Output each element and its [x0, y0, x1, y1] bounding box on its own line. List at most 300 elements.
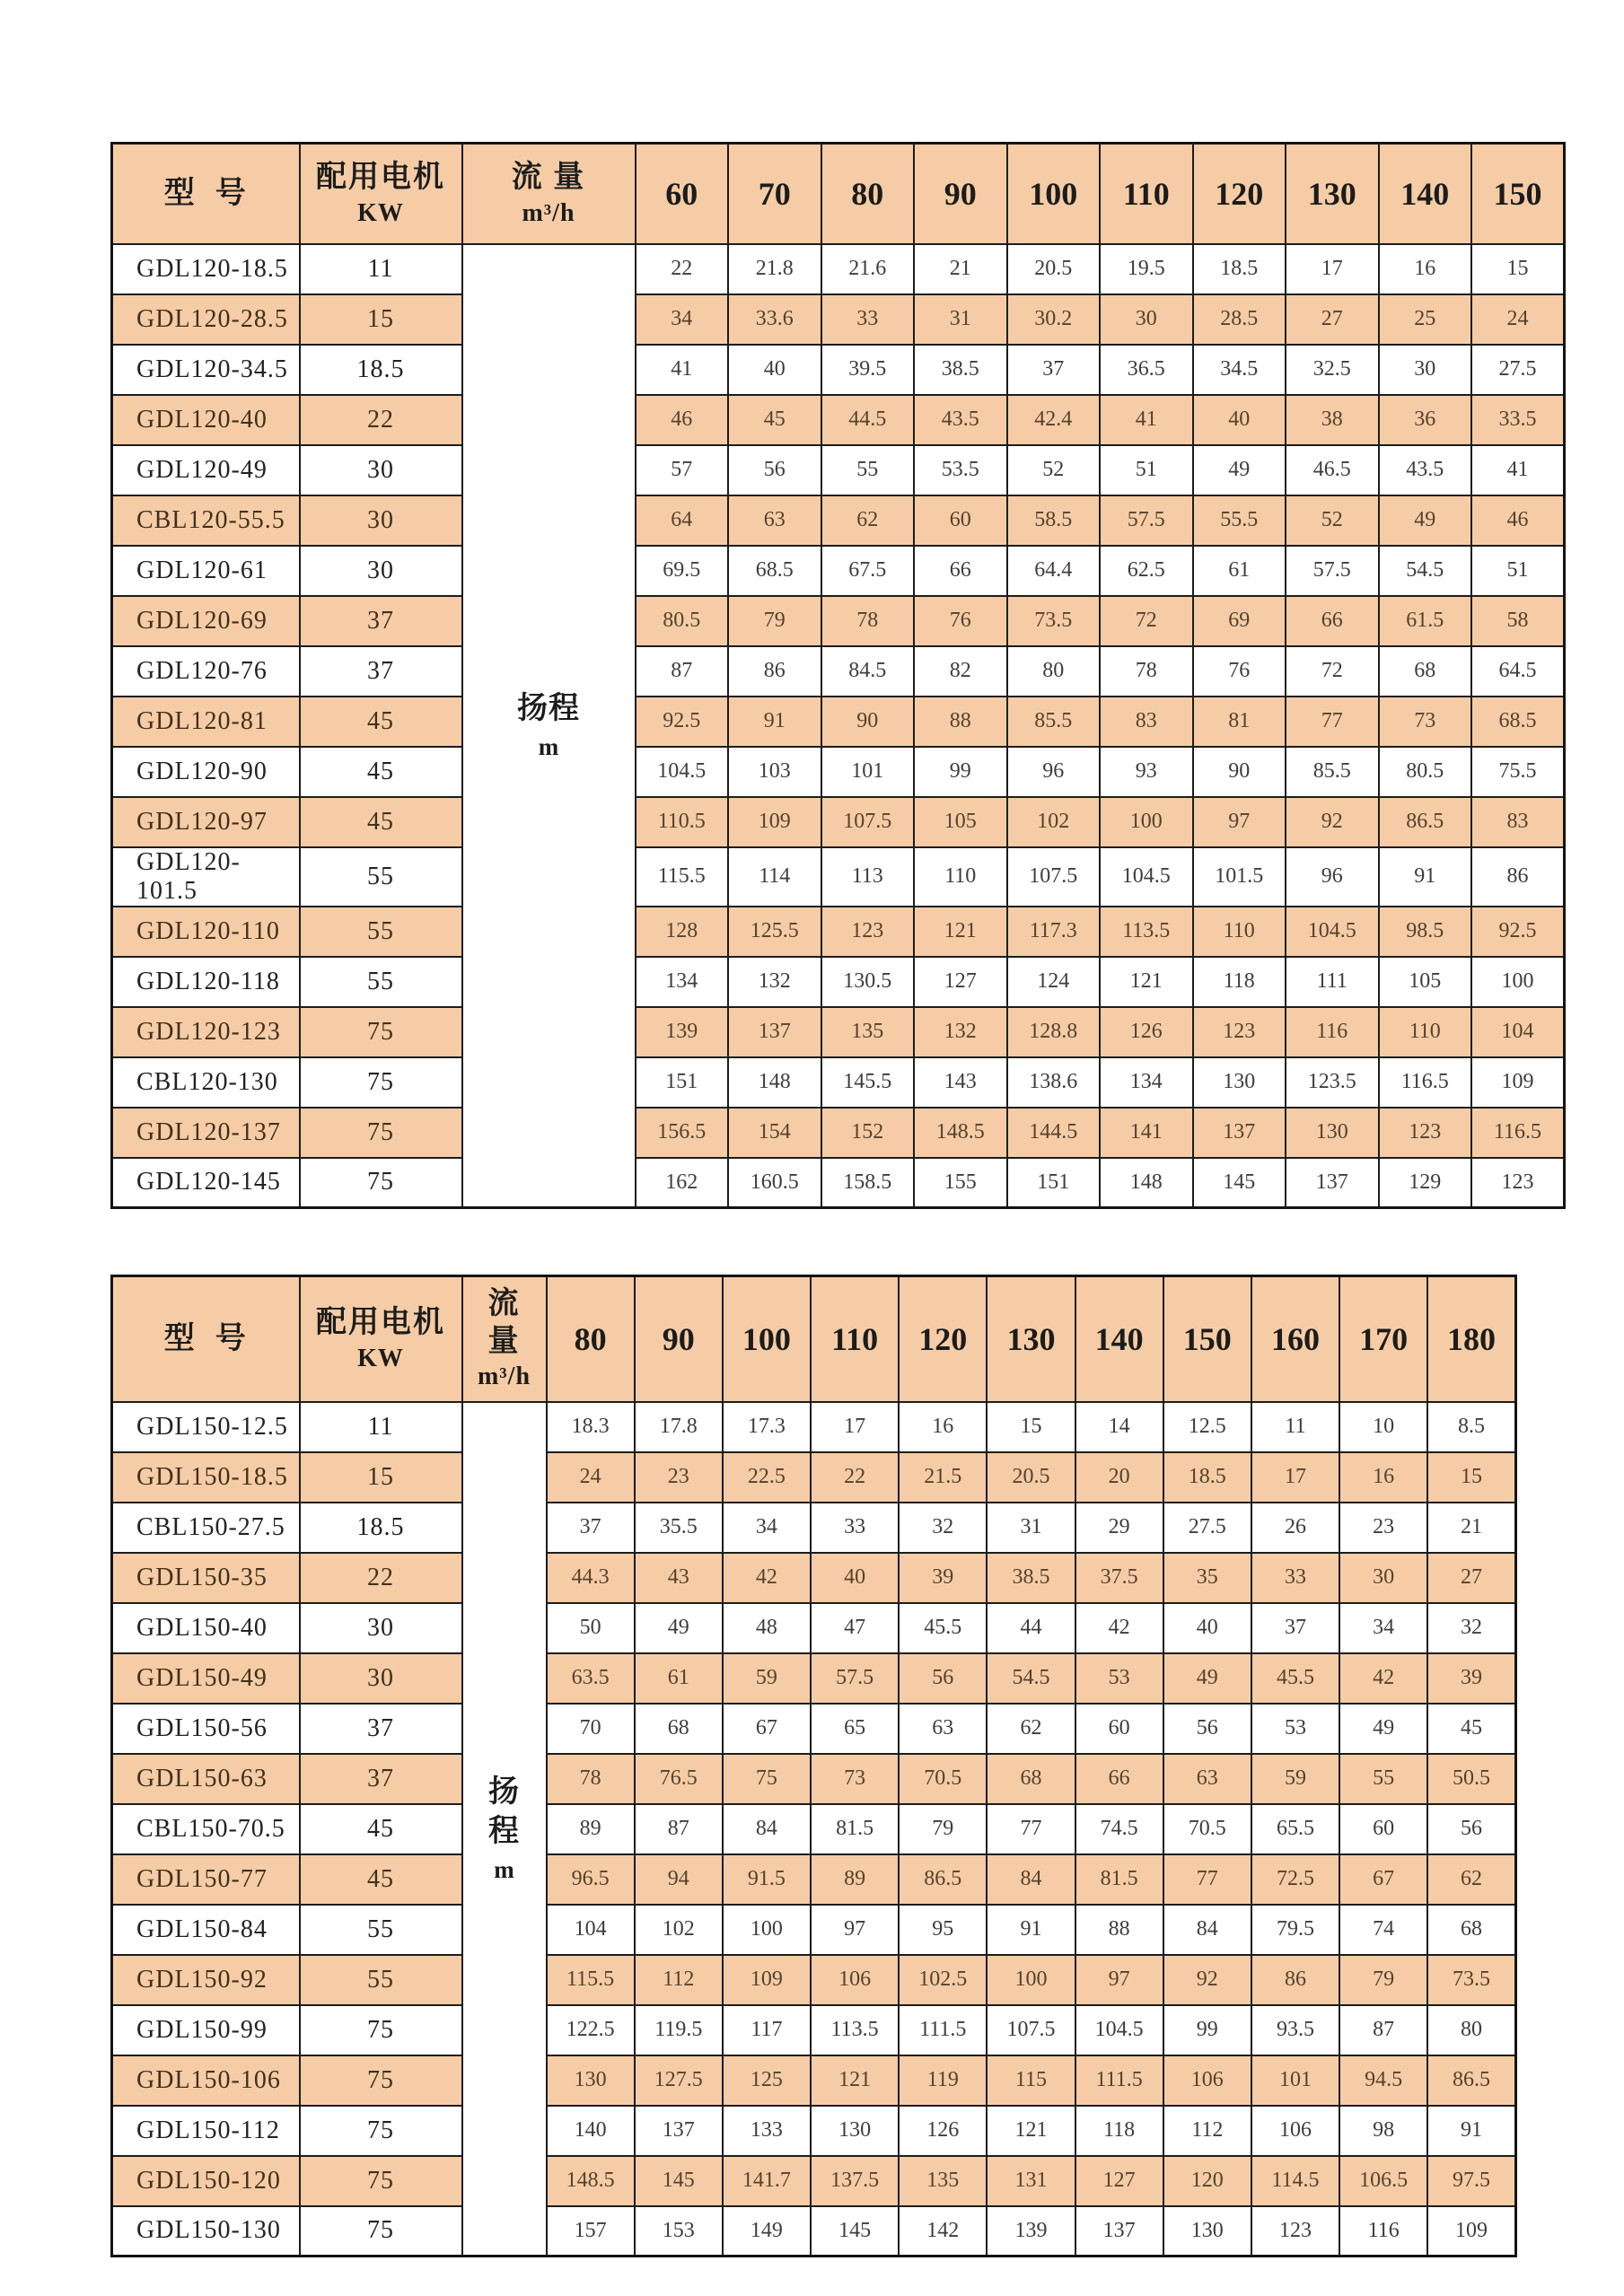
head-value-cell: 65.5: [1251, 1804, 1339, 1854]
head-value-cell: 61: [635, 1653, 723, 1704]
head-value-cell: 32: [1427, 1603, 1515, 1653]
head-value-cell: 97.5: [1427, 2156, 1515, 2206]
head-value-cell: 84.5: [821, 646, 915, 697]
head-value-cell: 121: [987, 2106, 1075, 2156]
head-value-cell: 73.5: [1427, 1955, 1515, 2005]
head-value-cell: 17.3: [723, 1402, 811, 1452]
motor-kw-cell: 45: [300, 1854, 462, 1905]
head-value-cell: 41: [1100, 395, 1193, 445]
head-value-cell: 56: [728, 445, 821, 495]
head-value-cell: 101.5: [1193, 847, 1286, 907]
head-value-cell: 54.5: [1379, 546, 1472, 596]
head-value-cell: 76.5: [635, 1754, 723, 1804]
head-value-cell: 130: [1163, 2206, 1251, 2257]
pump-table-gdl150: [110, 1275, 1517, 2257]
head-value-cell: 137: [1286, 1158, 1379, 1208]
head-value-cell: 145: [635, 2156, 723, 2206]
head-value-cell: 62.5: [1100, 546, 1193, 596]
head-value-cell: 102: [1007, 797, 1101, 847]
head-unit-line: 扬: [488, 1775, 520, 1809]
table-row: [112, 646, 1565, 697]
head-value-cell: 154: [728, 1108, 821, 1158]
head-value-cell: 21: [1427, 1503, 1515, 1553]
motor-kw-cell: 22: [300, 395, 462, 445]
head-value-cell: 31: [987, 1503, 1075, 1553]
head-value-cell: 79: [899, 1804, 987, 1854]
head-value-cell: 91: [728, 697, 821, 747]
head-value-cell: 130: [1193, 1057, 1286, 1108]
head-value-cell: 145: [1193, 1158, 1286, 1208]
motor-kw-cell: 75: [300, 1007, 462, 1057]
motor-kw-cell: 55: [300, 957, 462, 1007]
head-value-cell: 44: [987, 1603, 1075, 1653]
head-value-cell: 33: [1251, 1553, 1339, 1603]
motor-kw-cell: 45: [300, 1804, 462, 1854]
flow-col-header: 100: [1007, 144, 1101, 244]
head-value-cell: 53: [1251, 1704, 1339, 1754]
head-value-cell: 49: [1163, 1653, 1251, 1704]
head-value-cell: 57.5: [1100, 495, 1193, 546]
head-value-cell: 79.5: [1251, 1905, 1339, 1955]
head-value-cell: 45: [1427, 1704, 1515, 1754]
head-value-cell: 148: [1100, 1158, 1193, 1208]
head-value-cell: 55: [821, 445, 915, 495]
head-value-cell: 135: [821, 1007, 915, 1057]
head-value-cell: 101: [1251, 2055, 1339, 2106]
table-row: [112, 1804, 1516, 1854]
head-value-cell: 113.5: [811, 2005, 899, 2055]
head-value-cell: 67: [723, 1704, 811, 1754]
head-value-cell: 40: [1163, 1603, 1251, 1653]
model-cell: GDL120-123: [112, 1007, 300, 1057]
head-value-cell: 35: [1163, 1553, 1251, 1603]
head-value-cell: 106: [1163, 2055, 1251, 2106]
head-value-cell: 72: [1286, 646, 1379, 697]
head-value-cell: 158.5: [821, 1158, 915, 1208]
head-value-cell: 88: [1075, 1905, 1163, 1955]
head-value-cell: 56: [899, 1653, 987, 1704]
head-value-cell: 121: [914, 907, 1007, 957]
flow-col-header: 130: [1286, 144, 1379, 244]
head-value-cell: 68: [1427, 1905, 1515, 1955]
head-value-cell: 93: [1100, 747, 1193, 797]
head-value-cell: 142: [899, 2206, 987, 2257]
head-value-cell: 34.5: [1193, 345, 1286, 395]
head-value-cell: 123: [1379, 1108, 1472, 1158]
flow-header-line: m³/h: [522, 198, 575, 227]
head-value-cell: 94: [635, 1854, 723, 1905]
head-value-cell: 107.5: [821, 797, 915, 847]
head-value-cell: 84: [723, 1804, 811, 1854]
head-value-cell: 38.5: [914, 345, 1007, 395]
table-row: [112, 907, 1565, 957]
flow-col-header: 160: [1251, 1276, 1339, 1402]
model-cell: GDL120-34.5: [112, 345, 300, 395]
head-value-cell: 101: [821, 747, 915, 797]
head-value-cell: 43.5: [914, 395, 1007, 445]
model-cell: CBL150-70.5: [112, 1804, 300, 1854]
head-value-cell: 30: [1379, 345, 1472, 395]
head-value-cell: 130: [811, 2106, 899, 2156]
head-value-cell: 92: [1286, 797, 1379, 847]
head-value-cell: 28.5: [1193, 294, 1286, 345]
head-value-cell: 50.5: [1427, 1754, 1515, 1804]
flow-col-header: 70: [728, 144, 821, 244]
head-value-cell: 115.5: [547, 1955, 635, 2005]
head-value-cell: 115.5: [636, 847, 729, 907]
head-value-cell: 98.5: [1379, 907, 1472, 957]
motor-kw-cell: 45: [300, 747, 462, 797]
motor-kw-cell: 37: [300, 596, 462, 646]
head-value-cell: 63.5: [547, 1653, 635, 1704]
head-value-cell: 117.3: [1007, 907, 1101, 957]
head-value-cell: 141.7: [723, 2156, 811, 2206]
head-value-cell: 99: [1163, 2005, 1251, 2055]
model-cell: GDL150-99: [112, 2005, 300, 2055]
flow-header-line: 流: [487, 1287, 521, 1321]
head-value-cell: 52: [1286, 495, 1379, 546]
head-value-cell: 15: [987, 1402, 1075, 1452]
head-value-cell: 65: [811, 1704, 899, 1754]
head-value-cell: 104.5: [1075, 2005, 1163, 2055]
model-cell: GDL150-130: [112, 2206, 300, 2257]
head-value-cell: 152: [821, 1108, 915, 1158]
head-value-cell: 100: [1100, 797, 1193, 847]
head-value-cell: 130.5: [821, 957, 915, 1007]
head-value-cell: 116: [1286, 1007, 1379, 1057]
head-value-cell: 20.5: [987, 1452, 1075, 1503]
head-value-cell: 113: [821, 847, 915, 907]
motor-kw-cell: 75: [300, 1057, 462, 1108]
head-value-cell: 22.5: [723, 1452, 811, 1503]
head-value-cell: 81.5: [811, 1804, 899, 1854]
head-value-cell: 56: [1163, 1704, 1251, 1754]
head-value-cell: 20: [1075, 1452, 1163, 1503]
model-cell: GDL120-49: [112, 445, 300, 495]
head-value-cell: 36: [1379, 395, 1472, 445]
head-value-cell: 34: [636, 294, 729, 345]
model-cell: GDL120-90: [112, 747, 300, 797]
head-value-cell: 62: [1427, 1854, 1515, 1905]
model-cell: GDL120-137: [112, 1108, 300, 1158]
head-value-cell: 63: [899, 1704, 987, 1754]
head-value-cell: 106.5: [1339, 2156, 1427, 2206]
table-row: [112, 797, 1565, 847]
head-value-cell: 148.5: [914, 1108, 1007, 1158]
head-value-cell: 69: [1193, 596, 1286, 646]
head-value-cell: 109: [728, 797, 821, 847]
motor-kw-cell: 75: [300, 1108, 462, 1158]
head-value-cell: 97: [1193, 797, 1286, 847]
head-value-cell: 60: [1339, 1804, 1427, 1854]
head-value-cell: 58.5: [1007, 495, 1101, 546]
head-value-cell: 77: [1286, 697, 1379, 747]
head-value-cell: 77: [1163, 1854, 1251, 1905]
motor-kw-cell: 75: [300, 2156, 462, 2206]
table-row: [112, 294, 1565, 345]
head-value-cell: 110: [1193, 907, 1286, 957]
table2-body: [112, 1402, 1516, 2257]
header-row: [112, 144, 1565, 244]
head-value-cell: 137: [1075, 2206, 1163, 2257]
flow-header-line: m³/h: [477, 1363, 531, 1391]
motor-kw-cell: 45: [300, 697, 462, 747]
head-value-cell: 20.5: [1007, 244, 1101, 294]
table-row: [112, 1905, 1516, 1955]
head-value-cell: 96: [1286, 847, 1379, 907]
motor-kw-cell: 37: [300, 1754, 462, 1804]
motor-header-label: 配用电机: [316, 161, 445, 195]
head-value-cell: 119: [899, 2055, 987, 2106]
motor-kw-cell: 75: [300, 2005, 462, 2055]
model-cell: GDL120-40: [112, 395, 300, 445]
head-value-cell: 83: [1471, 797, 1565, 847]
head-value-cell: 128.8: [1007, 1007, 1101, 1057]
head-value-cell: 92.5: [636, 697, 729, 747]
flow-col-header: 90: [914, 144, 1007, 244]
head-value-cell: 80: [1007, 646, 1101, 697]
head-value-cell: 43: [635, 1553, 723, 1603]
head-value-cell: 51: [1471, 546, 1565, 596]
model-cell: GDL150-49: [112, 1653, 300, 1704]
table-row: [112, 1057, 1565, 1108]
table-row: [112, 395, 1565, 445]
head-value-cell: 17: [811, 1402, 899, 1452]
head-value-cell: 121: [811, 2055, 899, 2106]
table-row: [112, 244, 1565, 294]
head-value-cell: 110.5: [636, 797, 729, 847]
motor-kw-cell: 11: [300, 1402, 462, 1452]
head-value-cell: 24: [547, 1452, 635, 1503]
head-value-cell: 63: [1163, 1754, 1251, 1804]
model-cell: GDL120-61: [112, 546, 300, 596]
head-value-cell: 132: [914, 1007, 1007, 1057]
head-value-cell: 79: [728, 596, 821, 646]
model-header: [112, 144, 300, 244]
motor-kw-cell: 55: [300, 847, 462, 907]
table-row: [112, 1854, 1516, 1905]
head-value-cell: 15: [1471, 244, 1565, 294]
head-value-cell: 17: [1251, 1452, 1339, 1503]
flow-col-header: 110: [811, 1276, 899, 1402]
head-value-cell: 105: [914, 797, 1007, 847]
table-row: [112, 1007, 1565, 1057]
head-value-cell: 23: [635, 1452, 723, 1503]
head-value-cell: 55: [1339, 1754, 1427, 1804]
head-value-cell: 41: [636, 345, 729, 395]
head-value-cell: 58: [1471, 596, 1565, 646]
head-value-cell: 49: [635, 1603, 723, 1653]
table-row: [112, 345, 1565, 395]
head-value-cell: 68.5: [1471, 697, 1565, 747]
motor-kw-cell: 30: [300, 1603, 462, 1653]
head-value-cell: 34: [1339, 1603, 1427, 1653]
head-value-cell: 118: [1193, 957, 1286, 1007]
model-cell: GDL150-92: [112, 1955, 300, 2005]
model-cell: GDL120-76: [112, 646, 300, 697]
motor-kw-cell: 55: [300, 1905, 462, 1955]
head-value-cell: 96: [1007, 747, 1101, 797]
motor-kw-cell: 45: [300, 797, 462, 847]
motor-kw-cell: 18.5: [300, 345, 462, 395]
head-value-cell: 92.5: [1471, 907, 1565, 957]
head-value-cell: 124: [1007, 957, 1101, 1007]
head-value-cell: 86.5: [1379, 797, 1472, 847]
head-value-cell: 123: [821, 907, 915, 957]
head-value-cell: 139: [636, 1007, 729, 1057]
head-value-cell: 119.5: [635, 2005, 723, 2055]
head-value-cell: 107.5: [1007, 847, 1101, 907]
head-value-cell: 87: [635, 1804, 723, 1854]
head-value-cell: 60: [914, 495, 1007, 546]
head-value-cell: 18.5: [1193, 244, 1286, 294]
head-value-cell: 62: [821, 495, 915, 546]
head-value-cell: 123: [1471, 1158, 1565, 1208]
head-value-cell: 44.3: [547, 1553, 635, 1603]
head-value-cell: 36.5: [1100, 345, 1193, 395]
head-value-cell: 21.5: [899, 1452, 987, 1503]
head-value-cell: 137: [635, 2106, 723, 2156]
head-value-cell: 89: [547, 1804, 635, 1854]
head-value-cell: 116.5: [1471, 1108, 1565, 1158]
head-value-cell: 30.2: [1007, 294, 1101, 345]
head-value-cell: 24: [1471, 294, 1565, 345]
head-value-cell: 87: [636, 646, 729, 697]
head-value-cell: 37.5: [1075, 1553, 1163, 1603]
table-row: [112, 1704, 1516, 1754]
head-value-cell: 109: [1427, 2206, 1515, 2257]
head-value-cell: 80.5: [636, 596, 729, 646]
head-value-cell: 39.5: [821, 345, 915, 395]
table-row: [112, 596, 1565, 646]
head-value-cell: 16: [899, 1402, 987, 1452]
head-value-cell: 23: [1339, 1503, 1427, 1553]
head-value-cell: 74.5: [1075, 1804, 1163, 1854]
head-value-cell: 102.5: [899, 1955, 987, 2005]
motor-header: [300, 144, 462, 244]
flow-header-line: 流 量: [511, 161, 586, 195]
head-value-cell: 70: [547, 1704, 635, 1754]
head-value-cell: 155: [914, 1158, 1007, 1208]
flow-col-header: 120: [899, 1276, 987, 1402]
flow-col-header: 150: [1471, 144, 1565, 244]
head-value-cell: 33.5: [1471, 395, 1565, 445]
head-value-cell: 15: [1427, 1452, 1515, 1503]
head-value-cell: 112: [635, 1955, 723, 2005]
table-row: [112, 445, 1565, 495]
model-cell: GDL150-63: [112, 1754, 300, 1804]
table-row: [112, 1553, 1516, 1603]
head-value-cell: 100: [723, 1905, 811, 1955]
head-value-cell: 137: [728, 1007, 821, 1057]
head-value-cell: 156.5: [636, 1108, 729, 1158]
head-value-cell: 64: [636, 495, 729, 546]
head-value-cell: 162: [636, 1158, 729, 1208]
motor-header: [300, 1276, 462, 1402]
head-value-cell: 33.6: [728, 294, 821, 345]
head-value-cell: 27.5: [1471, 345, 1565, 395]
head-value-cell: 37: [1251, 1603, 1339, 1653]
head-value-cell: 40: [811, 1553, 899, 1603]
head-value-cell: 138.6: [1007, 1057, 1101, 1108]
head-value-cell: 106: [811, 1955, 899, 2005]
model-cell: GDL150-12.5: [112, 1402, 300, 1452]
head-value-cell: 144.5: [1007, 1108, 1101, 1158]
head-value-cell: 53.5: [914, 445, 1007, 495]
head-value-cell: 85.5: [1286, 747, 1379, 797]
head-value-cell: 32: [899, 1503, 987, 1553]
head-value-cell: 27: [1427, 1553, 1515, 1603]
head-value-cell: 126: [899, 2106, 987, 2156]
head-value-cell: 91: [1427, 2106, 1515, 2156]
head-value-cell: 111.5: [1075, 2055, 1163, 2106]
model-header-label: 型 号: [163, 1322, 248, 1356]
head-value-cell: 91: [987, 1905, 1075, 1955]
motor-kw-cell: 55: [300, 907, 462, 957]
table-row: [112, 1402, 1516, 1452]
flow-col-header: 100: [723, 1276, 811, 1402]
table-row: [112, 495, 1565, 546]
head-value-cell: 8.5: [1427, 1402, 1515, 1452]
model-cell: GDL150-56: [112, 1704, 300, 1754]
head-value-cell: 62: [987, 1704, 1075, 1754]
table-row: [112, 847, 1565, 907]
head-value-cell: 123.5: [1286, 1057, 1379, 1108]
head-value-cell: 130: [547, 2055, 635, 2106]
head-value-cell: 110: [1379, 1007, 1472, 1057]
head-value-cell: 51: [1100, 445, 1193, 495]
flow-col-header: 90: [635, 1276, 723, 1402]
head-value-cell: 112: [1163, 2106, 1251, 2156]
head-value-cell: 153: [635, 2206, 723, 2257]
flow-col-header: 140: [1379, 144, 1472, 244]
flow-header: [462, 144, 636, 244]
head-value-cell: 98: [1339, 2106, 1427, 2156]
table-row: [112, 2106, 1516, 2156]
head-value-cell: 73: [811, 1754, 899, 1804]
motor-kw-cell: 30: [300, 1653, 462, 1704]
head-unit-line: 程: [488, 1815, 520, 1849]
motor-kw-cell: 75: [300, 1158, 462, 1208]
flow-col-header: 180: [1427, 1276, 1515, 1402]
head-value-cell: 149: [723, 2206, 811, 2257]
head-value-cell: 19.5: [1100, 244, 1193, 294]
head-value-cell: 73: [1379, 697, 1472, 747]
head-value-cell: 64.4: [1007, 546, 1101, 596]
head-value-cell: 48: [723, 1603, 811, 1653]
head-value-cell: 114: [728, 847, 821, 907]
head-value-cell: 37: [1007, 345, 1101, 395]
head-value-cell: 116: [1339, 2206, 1427, 2257]
table1-body: [112, 244, 1565, 1208]
head-value-cell: 68: [635, 1704, 723, 1754]
table-row: [112, 1653, 1516, 1704]
motor-kw-cell: 37: [300, 1704, 462, 1754]
motor-kw-cell: 75: [300, 2106, 462, 2156]
head-value-cell: 66: [1075, 1754, 1163, 1804]
table-row: [112, 546, 1565, 596]
model-cell: CBL120-55.5: [112, 495, 300, 546]
head-value-cell: 30: [1100, 294, 1193, 345]
motor-kw-cell: 75: [300, 2055, 462, 2106]
head-value-cell: 26: [1251, 1503, 1339, 1553]
head-value-cell: 103: [728, 747, 821, 797]
model-cell: GDL120-118: [112, 957, 300, 1007]
head-value-cell: 66: [914, 546, 1007, 596]
head-value-cell: 72.5: [1251, 1854, 1339, 1905]
head-value-cell: 57: [636, 445, 729, 495]
table-row: [112, 1603, 1516, 1653]
